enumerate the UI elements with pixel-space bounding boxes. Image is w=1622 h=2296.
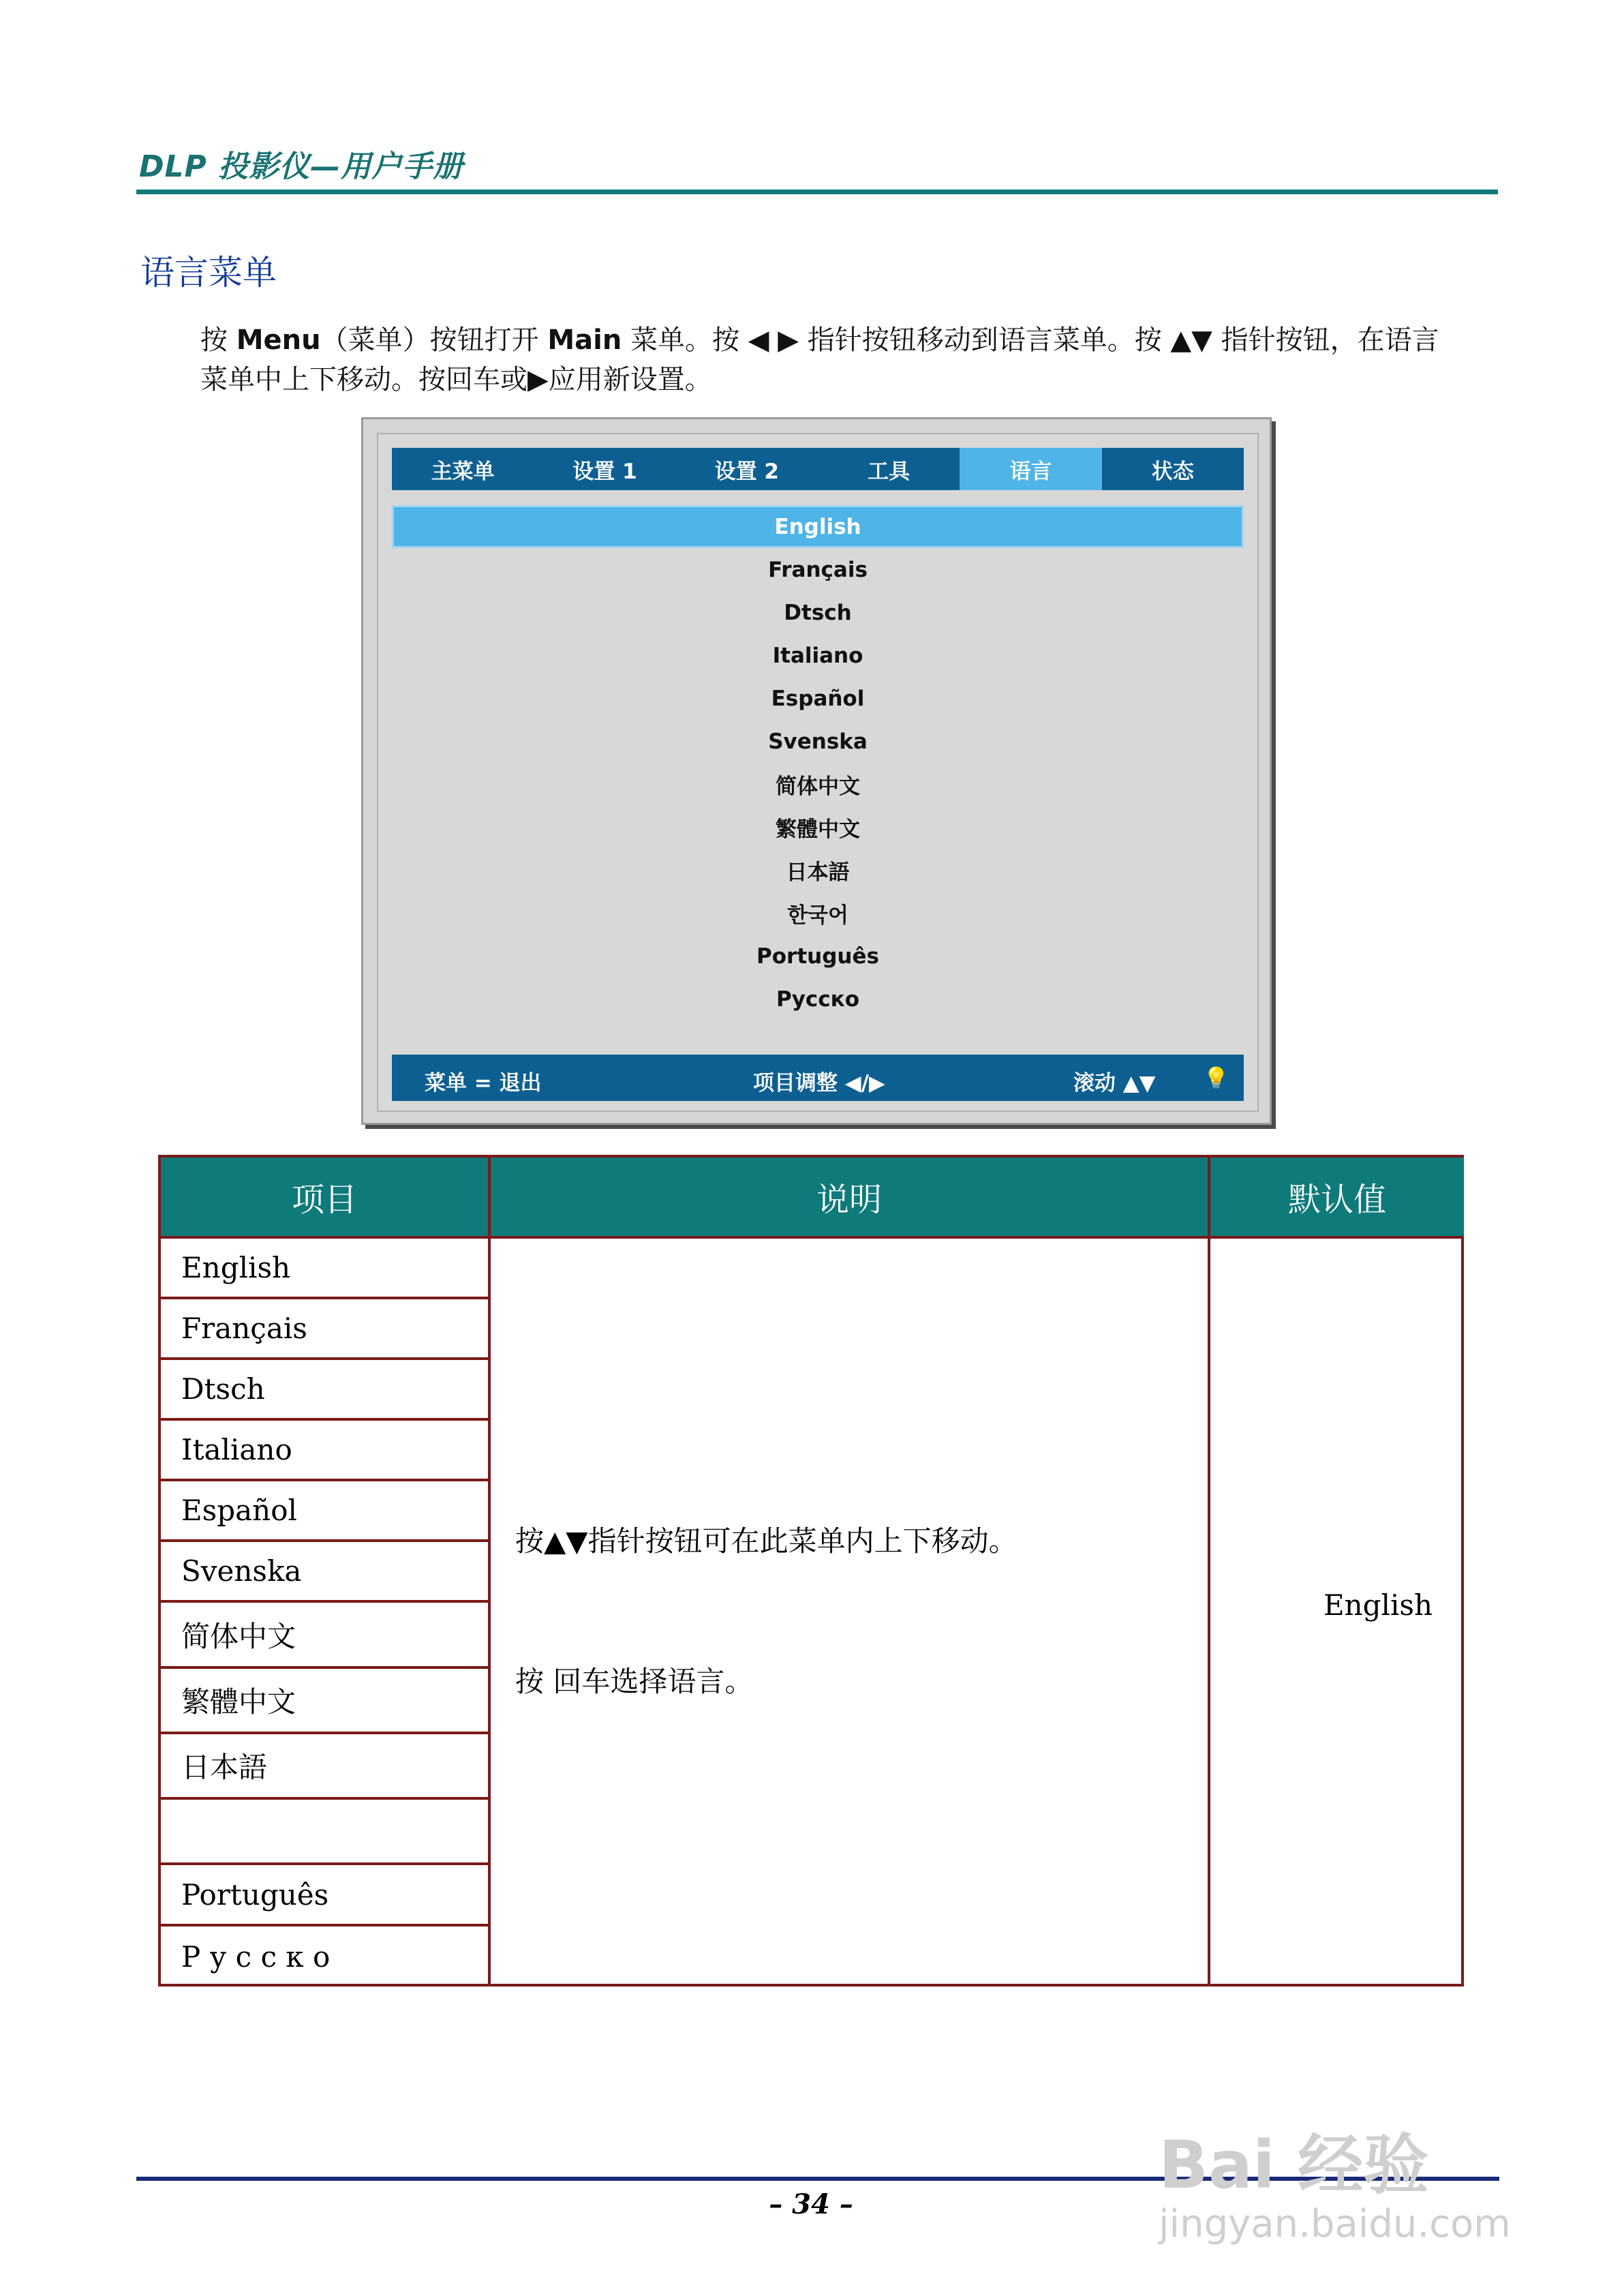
language-option[interactable]: Svenska <box>768 729 868 754</box>
tab-language[interactable]: 语言 <box>960 448 1101 490</box>
language-option[interactable]: English <box>392 505 1244 548</box>
intro-paragraph: 按 Menu（菜单）按钮打开 Main 菜单。按 ◀ ▶ 指针按钮移动到语言菜单。按 ▲▼ 指针按钮，在语言 菜单中上下移动。按回车或▶应用新设置。 <box>200 324 1439 395</box>
column-divider <box>488 1158 491 1984</box>
language-option[interactable]: 繁體中文 <box>776 817 860 842</box>
osd-panel <box>377 433 1259 1112</box>
osd-language-list <box>392 505 1244 1021</box>
table-row: Español <box>161 1481 488 1542</box>
osd-footer-bar <box>392 1055 1244 1101</box>
osd-adjust-hint: 项目调整 ◀/▶ <box>753 1071 885 1096</box>
header-default: 默认值 <box>1210 1158 1464 1236</box>
section-title: 语言菜单 <box>140 253 277 292</box>
tab-settings-2[interactable]: 设置 2 <box>714 459 779 484</box>
header-rule <box>136 190 1498 194</box>
language-option[interactable]: 한국어 <box>787 903 848 928</box>
table-row: Svenska <box>161 1542 488 1603</box>
table-row: English <box>161 1239 488 1299</box>
header-item: 项目 <box>161 1158 488 1236</box>
language-option[interactable]: Italiano <box>772 643 863 668</box>
tab-main-menu[interactable]: 主菜单 <box>431 459 495 484</box>
osd-exit-hint: 菜单 = 退出 <box>425 1071 542 1096</box>
osd-screenshot <box>361 417 1272 1125</box>
language-table <box>158 1155 1464 1987</box>
language-option[interactable]: Dtsch <box>784 600 852 625</box>
table-row: 繁體中文 <box>161 1669 488 1734</box>
language-option[interactable]: Español <box>771 686 865 711</box>
header-title: DLP 投影仪—用户手册 <box>139 149 464 184</box>
bulb-icon: 💡 <box>1203 1066 1229 1091</box>
description-select: 按 回车选择语言。 <box>515 1665 754 1698</box>
watermark-logo: Bai 经验 <box>1159 2127 1429 2203</box>
table-row: Р у с с к о <box>181 1939 331 1974</box>
table-row: Français <box>161 1299 488 1360</box>
language-option[interactable]: 简体中文 <box>776 774 860 799</box>
language-option[interactable]: Français <box>768 557 868 582</box>
baidu-watermark <box>1159 2086 1540 2256</box>
table-row: 简体中文 <box>161 1603 488 1669</box>
table-row: Português <box>161 1865 488 1927</box>
table-row: Dtsch <box>161 1360 488 1421</box>
tab-settings-1[interactable]: 设置 1 <box>572 459 637 484</box>
default-value: English <box>1323 1588 1433 1622</box>
osd-scroll-hint: 滚动 ▲▼ <box>1073 1071 1156 1096</box>
page-number: – 34 – <box>769 2188 853 2220</box>
language-option[interactable]: Русско <box>776 986 860 1012</box>
osd-tab-bar <box>392 448 1244 490</box>
tab-tools[interactable]: 工具 <box>868 459 911 484</box>
language-option[interactable]: Português <box>756 943 879 969</box>
tab-status[interactable]: 状态 <box>1151 459 1194 484</box>
header-description: 说明 <box>491 1158 1208 1236</box>
table-row: 日本語 <box>161 1734 488 1800</box>
watermark-url: jingyan.baidu.com <box>1159 2202 1511 2246</box>
language-option[interactable]: 日本語 <box>786 860 850 885</box>
table-row: Italiano <box>161 1421 488 1481</box>
column-divider <box>1208 1158 1210 1984</box>
description-navigation: 按▲▼指针按钮可在此菜单内上下移动。 <box>515 1524 1017 1558</box>
table-row <box>161 1800 488 1865</box>
